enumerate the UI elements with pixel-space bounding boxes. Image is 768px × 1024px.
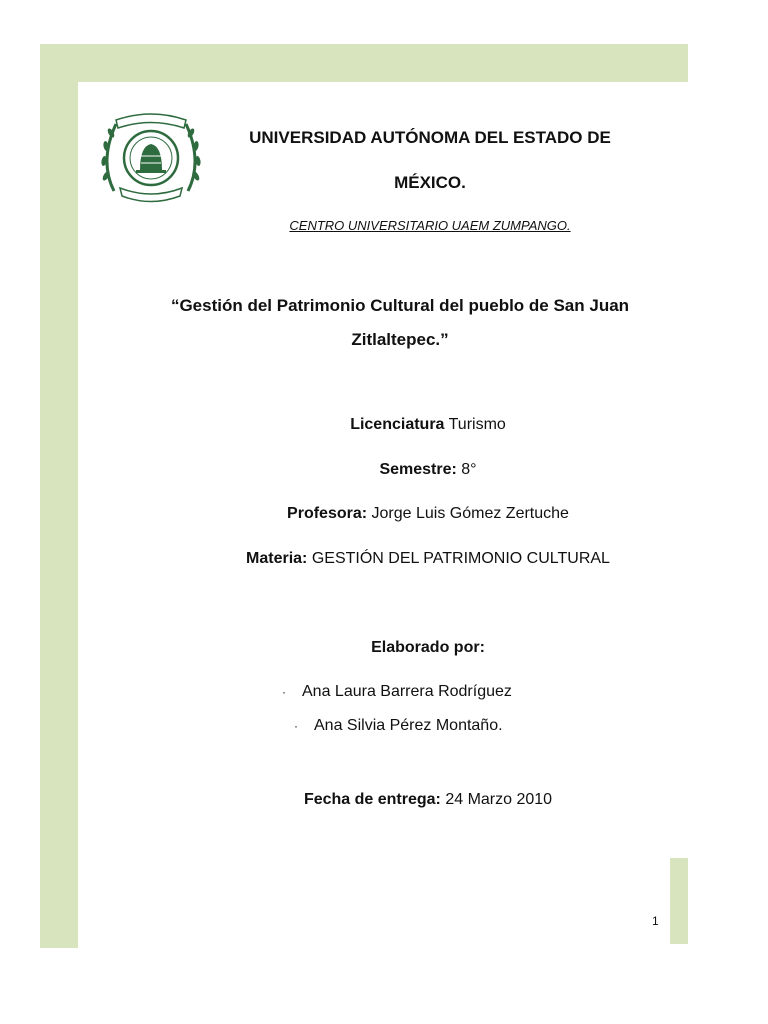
delivery-date-label: Fecha de entrega:	[303, 791, 441, 808]
university-name-line1: UNIVERSIDAD AUTÓNOMA DEL ESTADO DE	[249, 128, 611, 147]
university-name-line2: MÉXICO.	[394, 173, 466, 192]
professor-field	[228, 505, 628, 523]
author-name: Ana Laura Barrera Rodríguez	[302, 683, 512, 700]
subject-label: Materia:	[246, 550, 308, 567]
campus-name: CENTRO UNIVERSITARIO UAEM ZUMPANGO.	[289, 218, 571, 233]
degree-value: Turismo	[444, 416, 506, 433]
professor-label: Profesora:	[287, 505, 368, 522]
semester-label: Semestre:	[379, 461, 457, 478]
delivery-date-value: 24 Marzo 2010	[440, 791, 553, 808]
author-item	[282, 683, 512, 701]
professor-value: Jorge Luis Gómez Zertuche	[367, 505, 569, 522]
bullet-icon: ·	[294, 718, 298, 733]
subject-field	[178, 550, 678, 568]
semester-field	[228, 461, 628, 479]
page-border-right	[670, 858, 688, 944]
author-item	[294, 717, 503, 735]
degree-label: Licenciatura	[350, 416, 445, 433]
degree-field	[228, 416, 628, 434]
semester-value: 8°	[456, 461, 477, 478]
bullet-icon: ·	[282, 684, 286, 699]
project-title-line1: “Gestión del Patrimonio Cultural del pueblo de San Juan	[170, 296, 630, 315]
delivery-date-field	[228, 791, 628, 809]
author-name: Ana Silvia Pérez Montaño.	[314, 717, 503, 734]
subject-value: GESTIÓN DEL PATRIMONIO CULTURAL	[307, 550, 610, 567]
page-number: 1	[652, 914, 659, 928]
project-title-line2: Zitlaltepec.”	[351, 330, 449, 349]
page-border-left	[40, 44, 78, 948]
authors-heading: Elaborado por:	[371, 639, 485, 656]
page-border-top	[40, 44, 688, 82]
